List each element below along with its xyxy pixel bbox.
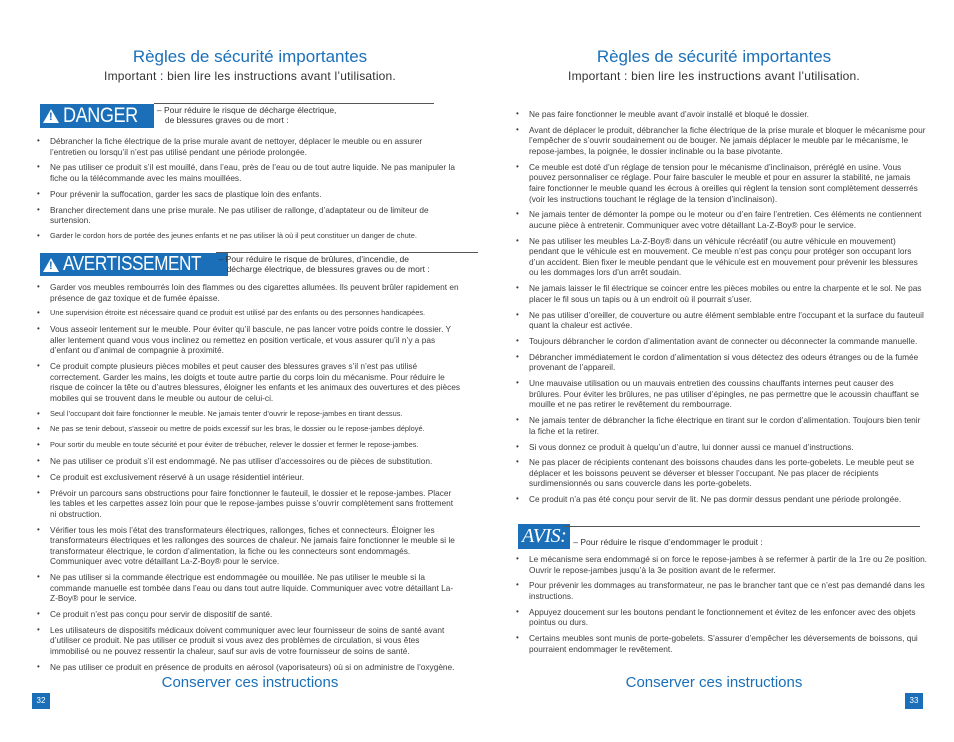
warning-text: – Pour réduire le risque de brûlures, d’incendie, de décharge électrique, de blessures graves ou de mort :	[216, 253, 481, 276]
list-item: • Si vous donnez ce produit à quelqu’un d’autre, lui donner aussi ce manuel d’instructions.	[509, 442, 927, 453]
list-item: • Vous asseoir lentement sur le meuble. Pour éviter qu’il bascule, ne pas lancer votre poids contre le dossier. Y aller lentement quand vous vous inclinez ou remettez en position verticale, et vous assurer qu’il n’y a pas d’enfant ou d’animal de compagnie à proximité.	[30, 324, 460, 356]
page-title: Règles de sécurité importantes	[132, 47, 368, 66]
list-item: • Ce produit n’a pas été conçu pour servir de lit. Ne pas dormir dessus pendant une période prolongée.	[509, 494, 927, 505]
list-item: • Le mécanisme sera endommagé si on force le repose-jambes à se refermer à partir de la 1re ou 2e position. Ouvrir le repose-jambes jusqu’à la 3e position avant de le refermer.	[509, 554, 927, 575]
list-item: • Prévoir un parcours sans obstructions pour faire fonctionner le fauteuil, le dossier et le repose-jambes. Placer les tables et les carpettes assez loin pour que le repose-jambes puisse s’ouvrir complètement sans frottement ni obstruction.	[30, 488, 460, 520]
avis-badge: AVIS:	[518, 524, 570, 549]
list-item: • Appuyez doucement sur les boutons pendant le fonctionnement et évitez de les enfoncer avec des objets pointus ou durs.	[509, 607, 927, 628]
page-number: 33	[905, 693, 923, 709]
list-item: • Ne jamais tenter de démonter la pompe ou le moteur ou d’en faire l’entretien. Ces éléments ne contiennent aucune pièce à entretenir. Communiquer avec votre détaillant La-Z-Boy® pour le service.	[509, 209, 927, 230]
list-item: • Garder le cordon hors de portée des jeunes enfants et ne pas utiliser là où il peut constituer un danger de chute.	[30, 231, 460, 242]
avis-text: – Pour réduire le risque d’endommager le produit :	[573, 537, 763, 547]
list-item: • Ne pas utiliser ce produit en présence de produits en aérosol (vaporisateurs) où si on administre de l’oxygène.	[30, 662, 460, 673]
list-item: • Les utilisateurs de dispositifs médicaux doivent communiquer avec leur fournisseur de soins de santé avant d’utiliser ce produit. Ne pas utiliser ce produit si vous avez des problèmes de circulation, si vous êtes immobilisé ou ne pouvez ressentir la chaleur, sauf sur avis de votre fournisseur de soins de santé.	[30, 625, 460, 657]
warning-triangle-icon: !	[43, 258, 59, 272]
warning-triangle-icon: !	[43, 109, 59, 123]
list-item: • Ne jamais tenter de débrancher la fiche électrique en tirant sur le cordon d’alimentation. Toujours bien tenir la fiche et la retirer.	[509, 415, 927, 436]
avis-header	[518, 524, 763, 549]
list-item: • Ne pas utiliser ce produit s’il est endommagé. Ne pas utiliser d’accessoires ou de pièces de substitution.	[30, 456, 460, 467]
list-item: • Brancher directement dans une prise murale. Ne pas utiliser de rallonge, d’adaptateur ou de limiteur de surtension.	[30, 205, 460, 226]
avis-list	[509, 554, 927, 660]
list-item: • Ce produit compte plusieurs pièces mobiles et peut causer des blessures graves s’il n’est pas utilisé correctement. Garder les mains, les doigts et toute autre partie du corps loin du mécanisme. Pour réduire le risque de coincer la tête ou d’autres blessures, éloigner les enfants et les animaux des ouvertures et des pièces mobiles qui se trouvent dans le meuble ou autour de celui-ci.	[30, 361, 460, 403]
warning-list	[30, 282, 460, 678]
list-item: • Une mauvaise utilisation ou un mauvais entretien des coussins chauffants internes peut causer des brûlures. Pour éviter les brûlures, ne pas utiliser d’épingles, ne pas permettre que le acoussin chauffant se mouille et ne pas retirer le revêtement du rembourrage.	[509, 378, 927, 410]
list-item: • Ce produit est exclusivement réservé à un usage résidentiel intérieur.	[30, 472, 460, 483]
list-item: • Pour prévenir la suffocation, garder les sacs de plastique loin des enfants.	[30, 189, 460, 200]
list-item: • Ne pas placer de récipients contenant des boissons chaudes dans les porte-gobelets. Le meuble peut se déplacer et les boissons peuvent se déverser et blesser l’occupant. Ne pas placer de récipients surdimensionnés ou sans couvercle dans les porte-gobelets.	[509, 457, 927, 489]
list-item: • Ne pas utiliser les meubles La-Z-Boy® dans un véhicule récréatif (ou autre véhicule en mouvement) pendant que le véhicule est en mouvement. Ce meuble n’est pas conçu pour protéger son occupant lors d’un accident. Bien fixer le meuble pendant que le véhicule est en mouvement pour prévenir les blessures ou les dommages lors d’un arrêt soudain.	[509, 236, 927, 278]
list-item: • Ne pas faire fonctionner le meuble avant d’avoir installé et bloqué le dossier.	[509, 109, 927, 120]
page-subtitle: Important : bien lire les instructions avant l’utilisation.	[104, 69, 396, 83]
page-subtitle: Important : bien lire les instructions avant l’utilisation.	[568, 69, 860, 83]
danger-header	[40, 104, 437, 128]
list-item: • Pour prévenir les dommages au transformateur, ne pas le brancher tant que ce n’est pas demandé dans les instructions.	[509, 580, 927, 601]
list-item: • Seul l’occupant doit faire fonctionner le meuble. Ne jamais tenter d’ouvrir le repose-jambes en tirant dessus.	[30, 409, 460, 420]
list-item: • Débrancher la fiche électrique de la prise murale avant de nettoyer, déplacer le meuble ou en assurer l’entretien ou lorsqu’il n’est pas utilisé pendant une période prolongée.	[30, 136, 460, 157]
footer-save-instructions: Conserver ces instructions	[625, 674, 803, 691]
rules-list	[509, 109, 927, 510]
list-item: • Débrancher immédiatement le cordon d’alimentation si vous détectez des odeurs étranges ou de la fumée provenant de l’appareil.	[509, 352, 927, 373]
danger-list	[30, 136, 460, 247]
list-item: • Ne jamais laisser le fil électrique se coincer entre les pièces mobiles ou entre la charpente et le sol. Ne pas placer le fil sous un tapis ou à un endroit où il pourrait s’user.	[509, 283, 927, 304]
warning-badge: ! AVERTISSEMENT	[40, 253, 228, 276]
list-item: • Pour sortir du meuble en toute sécurité et pour éviter de trébucher, relever le dossier et fermer le repose-jambes.	[30, 440, 460, 451]
danger-badge: ! DANGER	[40, 104, 154, 128]
list-item: • Ce produit n’est pas conçu pour servir de dispositif de santé.	[30, 609, 460, 620]
list-item: • Avant de déplacer le produit, débrancher la fiche électrique de la prise murale et bloquer le mécanisme pour l’empêcher de s’ouvrir soudainement ou de bouger. Ne jamais déplacer le meuble par le mécanisme, le repose-jambes, la poignée, le dossier inclinable ou la base pivotante.	[509, 125, 927, 157]
list-item: • Vérifier tous les mois l’état des transformateurs électriques, rallonges, fiches et connecteurs. Éloigner les transformateurs électriques et les rallonges des sources de chaleur. Ne jamais faire fonctionner le meuble si le transformateur électrique, le cordon d’alimentation, la fiche ou les connecteurs sont endommagés. Communiquer avec votre détaillant La-Z-Boy® pour le service.	[30, 525, 460, 567]
warning-header	[40, 253, 481, 276]
list-item: • Toujours débrancher le cordon d’alimentation avant de connecter ou déconnecter la commande manuelle.	[509, 336, 927, 347]
list-item: • Une supervision étroite est nécessaire quand ce produit est utilisé par des enfants ou des personnes handicapées.	[30, 308, 460, 319]
footer-save-instructions: Conserver ces instructions	[161, 674, 339, 691]
danger-text: – Pour réduire le risque de décharge électrique, de blessures graves ou de mort :	[154, 104, 437, 128]
list-item: • Ne pas utiliser ce produit s’il est mouillé, dans l’eau, près de l’eau ou de tout autre liquide. Ne pas manipuler la fiche ou la télécommande avec les mains mouillées.	[30, 162, 460, 183]
list-item: • Certains meubles sont munis de porte-gobelets. S’assurer d’empêcher les déversements de boissons, qui pourraient endommager le revêtement.	[509, 633, 927, 654]
page-title: Règles de sécurité importantes	[596, 47, 832, 66]
list-item: • Ne pas utiliser si la commande électrique est endommagée ou mouillée. Ne pas utiliser le meuble si la commande manuelle est tombée dans l’eau ou dans tout autre liquide. Communiquer avec votre détaillant La-Z-Boy® pour le service.	[30, 572, 460, 604]
page-number: 32	[32, 693, 50, 709]
list-item: • Garder vos meubles rembourrés loin des flammes ou des cigarettes allumées. Ils peuvent brûler rapidement en présence de gaz toxique et de fumée épaisse.	[30, 282, 460, 303]
list-item: • Ce meuble est doté d’un réglage de tension pour le mécanisme d’inclinaison, préréglé en usine. Vous pouvez personnaliser ce réglage. Pour faire basculer le meuble et pour en assurer la stabilité, ne jamais faire fonctionner le meuble quand les écrous à oreilles qui règlent la tension sont complètement desserrés (voir les instructions touchant le réglage de la tension d’inclinaison).	[509, 162, 927, 204]
list-item: • Ne pas utiliser d’oreiller, de couverture ou autre élément semblable entre l’occupant et la surface du fauteuil quant la chaleur est activée.	[509, 310, 927, 331]
list-item: • Ne pas se tenir debout, s’asseoir ou mettre de poids excessif sur les bras, le dossier ou le repose-jambes déployé.	[30, 424, 460, 435]
